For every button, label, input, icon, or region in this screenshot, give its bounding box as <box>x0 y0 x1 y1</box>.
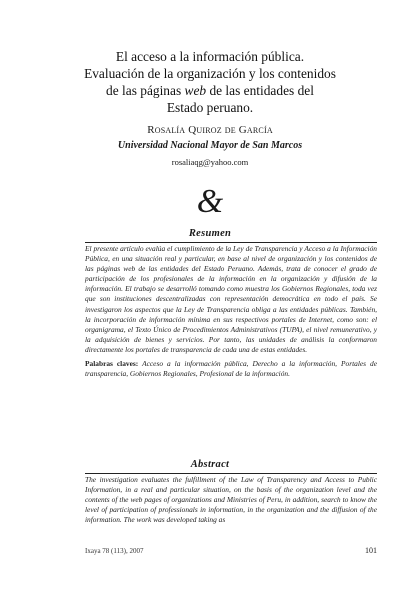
resumen-heading: Resumen <box>188 228 232 239</box>
keywords-text: Acceso a la información pública, Derecho a la información, Portales de transparencia, Gobiernos Regionales, Profesional de la información. <box>85 359 377 379</box>
resumen-body <box>85 244 377 379</box>
title-line-2: Evaluación de la organización y los contenidos <box>84 66 336 81</box>
page-number: 101 <box>365 546 377 555</box>
author-email: rosaliaqg@yahoo.com <box>171 157 249 167</box>
title-line-3 <box>60 82 360 99</box>
resumen-paragraph: El presente artículo evalúa el cumplimiento de la Ley de Transparencia y Acceso a la Información Pública, en una situación real y particular, en base al nivel de organización y los contenidos de las páginas web de las entidades del Estado Peruano. Además, trata de conocer el grado de participación de los profesionales de la información en la organización y difusión de la información. El trabajo se desarrolló tomando como muestra los Gobiernos Regionales, toda vez que son instituciones descentralizadas con representación democrática en todo el país. Se investigaron los aspectos que la Ley de Transparencia obliga a las entidades públicas. También, la incorporación de información mínima en sus respectivos portales de Internet, como son: el organigrama, el Texto Único de Procedimientos Administrativos (TUPA), el nivel remunerativo, y la adquisición de bienes y servicios. Por tanto, las unidades de análisis la conformaron directamente los portales de transparencia de cada una de estas entidades. <box>85 244 377 354</box>
title-line-3-pre: de las páginas <box>106 83 185 98</box>
title-line-3-post: de las entidades del <box>206 83 314 98</box>
title-line-3-web: web <box>184 83 207 98</box>
ampersand-ornament: & <box>196 183 224 220</box>
author-affiliation: Universidad Nacional Mayor de San Marcos <box>117 140 303 151</box>
abstract-paragraph: The investigation evaluates the fulfillment of the Law of Transparency and Access to Public Information, in a real and particular situation, on the basis of the organization level and the contents of the web pages of organizations and Ministries of Peru, in addition, search to know the level of participation of professionals in information, in the organization and the diffusion of the information. The work was developed taking as <box>85 475 377 525</box>
article-title <box>60 48 360 116</box>
author-name: Rosalía Quiroz de García <box>147 124 273 136</box>
resumen-rule <box>85 242 377 243</box>
abstract-rule <box>85 473 377 474</box>
title-line-1: El acceso a la información pública. <box>115 49 305 64</box>
keywords-label: Palabras claves: <box>85 359 139 369</box>
title-line-4: Estado peruano. <box>166 100 254 115</box>
keywords-paragraph <box>85 359 377 379</box>
abstract-heading: Abstract <box>190 459 230 470</box>
abstract-body <box>85 475 377 525</box>
journal-citation: Ixaya 78 (113), 2007 <box>85 547 144 555</box>
